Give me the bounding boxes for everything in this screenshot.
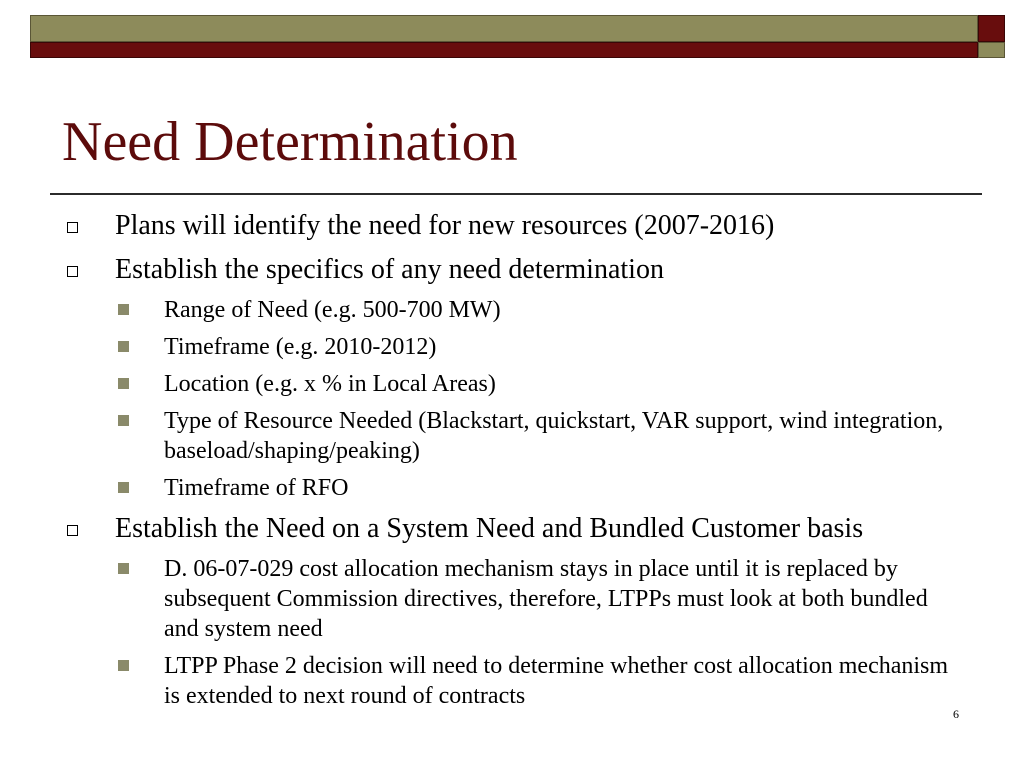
hollow-square-bullet-icon bbox=[67, 525, 78, 536]
filled-square-bullet-icon bbox=[118, 563, 129, 574]
hollow-square-bullet-icon bbox=[67, 222, 78, 233]
filled-square-bullet-icon bbox=[118, 304, 129, 315]
filled-square-bullet-icon bbox=[118, 415, 129, 426]
sub-bullet-text: Timeframe (e.g. 2010-2012) bbox=[164, 334, 437, 360]
sub-bullet-item bbox=[0, 295, 964, 325]
bullet-text: Establish the Need on a System Need and Bundled Customer basis bbox=[115, 513, 864, 544]
filled-square-bullet-icon bbox=[118, 378, 129, 389]
sub-bullet-item bbox=[0, 332, 964, 362]
sub-bullet-text: Location (e.g. x % in Local Areas) bbox=[164, 371, 496, 397]
header-maroon-bar bbox=[30, 42, 978, 58]
bullet-text: Plans will identify the need for new resources (2007-2016) bbox=[115, 210, 775, 241]
sub-bullet-item bbox=[0, 554, 964, 644]
sub-bullet-text: Range of Need (e.g. 500-700 MW) bbox=[164, 297, 501, 323]
sub-bullet-text: D. 06-07-029 cost allocation mechanism stays in place until it is replaced by subsequent Commission directives, therefore, LTPPs must look at both bundled and system need bbox=[164, 556, 928, 642]
header-olive-square bbox=[978, 42, 1005, 58]
bullet-item bbox=[0, 251, 975, 288]
slide-body bbox=[0, 207, 1024, 718]
hollow-square-bullet-icon bbox=[67, 266, 78, 277]
sub-bullet-item bbox=[0, 473, 964, 503]
title-divider bbox=[50, 193, 982, 195]
sub-bullet-text: Timeframe of RFO bbox=[164, 475, 349, 501]
sub-bullet-item bbox=[0, 651, 964, 711]
sub-bullet-text: LTPP Phase 2 decision will need to determine whether cost allocation mechanism is extended to next round of contracts bbox=[164, 653, 949, 709]
slide-title: Need Determination bbox=[62, 111, 518, 173]
bullet-item bbox=[0, 510, 975, 547]
sub-bullet-text: Type of Resource Needed (Blackstart, quickstart, VAR support, wind integration, baseload/shaping/peaking) bbox=[164, 408, 944, 464]
sub-bullet-item bbox=[0, 369, 964, 399]
filled-square-bullet-icon bbox=[118, 341, 129, 352]
bullet-text: Establish the specifics of any need determination bbox=[115, 254, 664, 285]
filled-square-bullet-icon bbox=[118, 482, 129, 493]
header-olive-bar bbox=[30, 15, 978, 42]
sub-bullet-item bbox=[0, 406, 964, 466]
page-number: 6 bbox=[953, 707, 959, 721]
bullet-item bbox=[0, 207, 975, 244]
header-maroon-square bbox=[978, 15, 1005, 42]
filled-square-bullet-icon bbox=[118, 660, 129, 671]
